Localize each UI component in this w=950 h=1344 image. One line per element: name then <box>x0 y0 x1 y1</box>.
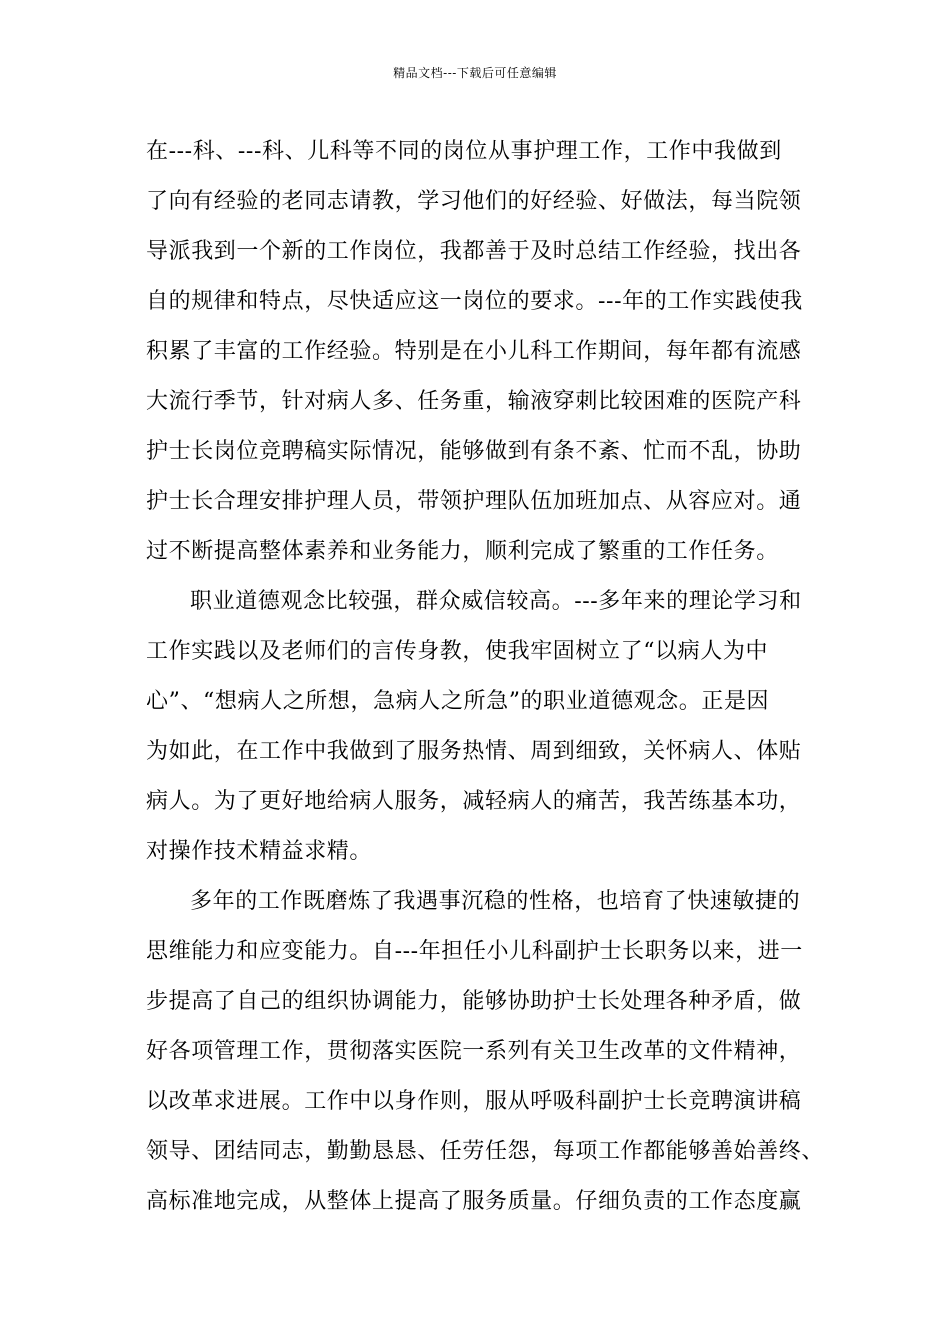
text-line: 了向有经验的老同志请教，学习他们的好经验、好做法，每当院领 <box>146 189 802 214</box>
text-line: 在---科、---科、儿科等不同的岗位从事护理工作，工作中我做到 <box>146 139 782 164</box>
text-line: 好各项管理工作，贯彻落实医院一系列有关卫生改革的文件精神， <box>146 1039 802 1064</box>
text-line: 工作实践以及老师们的言传身教，使我牢固树立了“以病人为中 <box>146 639 769 664</box>
text-line: 过不断提高整体素养和业务能力，顺利完成了繁重的工作任务。 <box>146 539 779 564</box>
text-line: 护士长岗位竞聘稿实际情况，能够做到有条不紊、忙而不乱，协助 <box>146 439 802 464</box>
text-line: 护士长合理安排护理人员，带领护理队伍加班加点、从容应对。通 <box>146 489 802 514</box>
text-line: 自的规律和特点，尽快适应这一岗位的要求。---年的工作实践使我 <box>146 289 803 314</box>
text-line: 高标准地完成，从整体上提高了服务质量。仔细负责的工作态度赢 <box>146 1189 802 1214</box>
text-line: 思维能力和应变能力。自---年担任小儿科副护士长职务以来，进一 <box>146 939 803 964</box>
page-header: 精品文档---下载后可任意编辑 <box>393 66 557 80</box>
text-line: 步提高了自己的组织协调能力，能够协助护士长处理各种矛盾，做 <box>146 989 802 1014</box>
text-line: 为如此，在工作中我做到了服务热情、周到细致，关怀病人、体贴 <box>146 739 802 764</box>
text-line: 导派我到一个新的工作岗位，我都善于及时总结工作经验，找出各 <box>146 239 802 264</box>
paragraph-first-line: 职业道德观念比较强，群众威信较高。---多年来的理论学习和 <box>190 589 802 614</box>
text-line: 积累了丰富的工作经验。特别是在小儿科工作期间，每年都有流感 <box>146 339 802 364</box>
text-line: 病人。为了更好地给病人服务，减轻病人的痛苦，我苦练基本功， <box>146 789 802 814</box>
paragraph-first-line: 多年的工作既磨炼了我遇事沉稳的性格，也培育了快速敏捷的 <box>190 889 801 914</box>
text-line: 心”、“想病人之所想，急病人之所急”的职业道德观念。正是因 <box>146 689 770 714</box>
body-text <box>146 131 826 1231</box>
text-line: 领导、团结同志，勤勤恳恳、任劳任怨，每项工作都能够善始善终、 <box>146 1139 825 1164</box>
text-line: 对操作技术精益求精。 <box>146 839 373 864</box>
text-line: 大流行季节，针对病人多、任务重，输液穿刺比较困难的医院产科 <box>146 389 802 414</box>
text-line: 以改革求进展。工作中以身作则，服从呼吸科副护士长竞聘演讲稿 <box>146 1089 802 1114</box>
